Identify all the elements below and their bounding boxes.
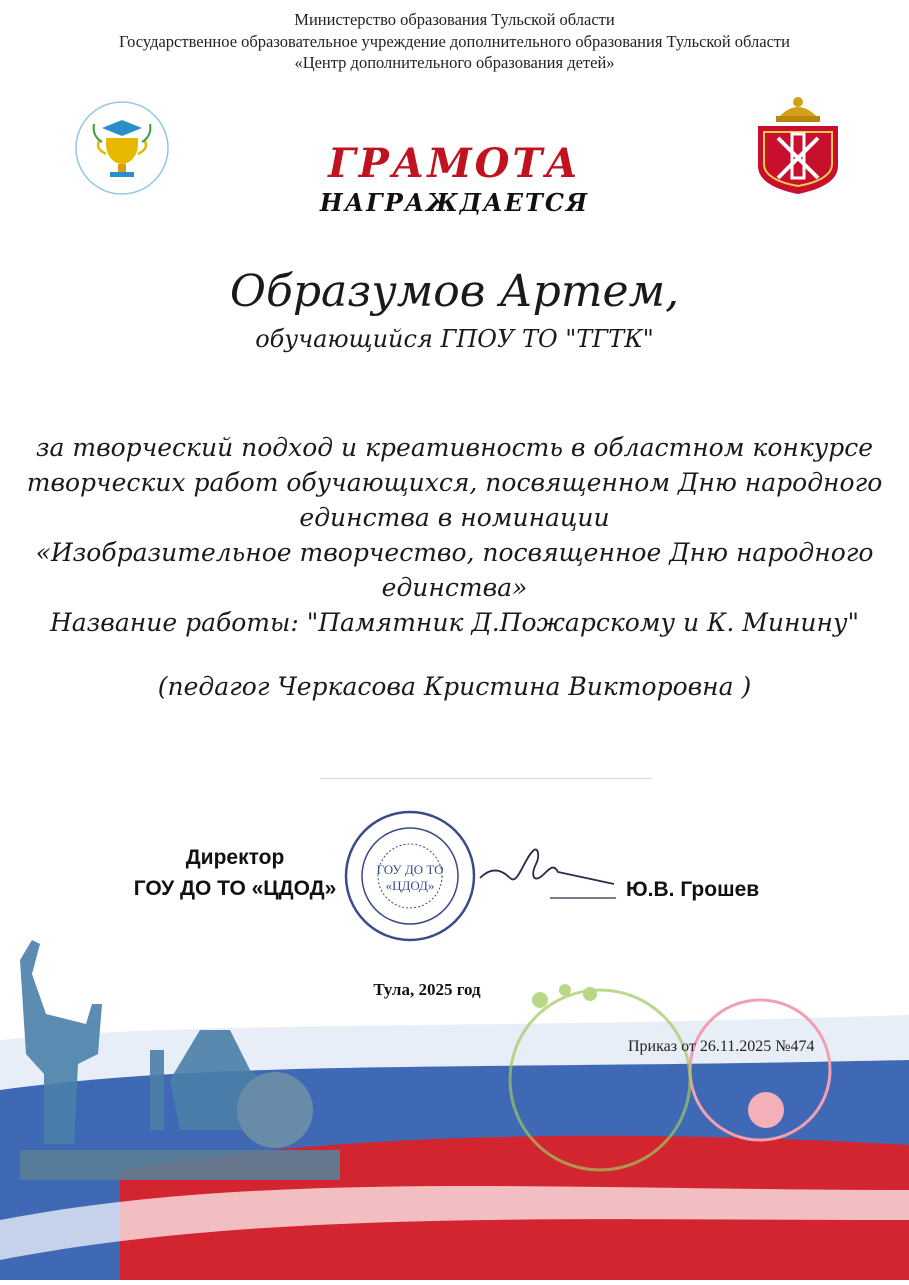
reason-line: творческих работ обучающихся, посвященном Дню народного: [26, 468, 883, 497]
stamp-line2: «ЦДОД»: [385, 878, 435, 893]
reason-line: единства в номинации: [299, 503, 610, 532]
recipient-name: Образумов Артем,: [229, 266, 680, 317]
teacher-name: (педагог Черкасова Кристина Викторовна ): [157, 672, 752, 701]
award-reason: [10, 430, 899, 640]
flag-background-decoration: [0, 920, 909, 1285]
document-title: ГРАМОТА: [328, 140, 581, 187]
reason-line: единства»: [381, 573, 528, 602]
header-center: «Центр дополнительного образования детей»: [294, 53, 615, 72]
director-organization: ГОУ ДО ТО «ЦДОД»: [133, 877, 337, 900]
order-reference: Приказ от 26.11.2025 №474: [628, 1038, 815, 1055]
stamp-line1: ГОУ ДО ТО: [376, 862, 444, 877]
divider: [320, 778, 652, 779]
reason-line: Название работы: "Памятник Д.Пожарскому и К. Минину": [49, 608, 860, 637]
awarded-label: НАГРАЖДАЕТСЯ: [319, 188, 590, 217]
director-name: Ю.В. Грошев: [626, 878, 760, 901]
recipient-role: обучающийся ГПОУ ТО "ТГТК": [255, 325, 654, 353]
reason-line: за творческий подход и креативность в областном конкурсе: [35, 433, 874, 462]
handwritten-signature: [470, 838, 620, 913]
official-stamp: [342, 808, 478, 949]
header-institution: Государственное образовательное учреждение дополнительного образования Тульской области: [119, 32, 790, 51]
reason-line: «Изобразительное творчество, посвященное Дню народного: [35, 538, 874, 567]
director-position: Директор: [185, 846, 285, 869]
header-ministry: Министерство образования Тульской области: [294, 10, 615, 29]
graduation-cap-icon: [102, 120, 142, 136]
city-year: Тула, 2025 год: [373, 980, 481, 999]
